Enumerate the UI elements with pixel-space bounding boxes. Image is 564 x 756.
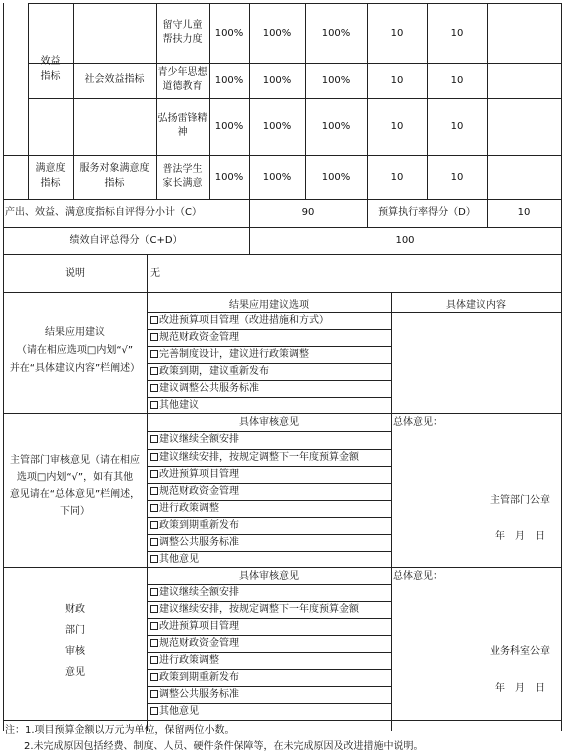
dept-option-checkbox[interactable] [150,519,239,532]
finance-option-checkbox[interactable] [150,637,239,650]
finance-review-label: 审核 [65,646,85,657]
grid-line-h [147,584,392,585]
indicator-item: 神 [177,127,188,138]
grid-line-h [147,635,392,636]
total-score-label: 绩效自评总得分（C+D） [69,235,183,246]
result-option-checkbox[interactable] [150,314,329,327]
grid-line-h [3,292,562,293]
result-option-checkbox[interactable] [150,365,269,378]
grid-line-h [3,227,562,228]
indicator-item: 弘扬雷锋精 [157,113,208,124]
checkbox-icon[interactable] [150,639,158,647]
dept-seal: 主管部门公章 [490,495,550,506]
grid-line-h [28,155,562,156]
result-options-header: 结果应用建议选项 [229,300,309,311]
budget-execution-label: 预算执行率得分（D） [378,207,476,218]
option-label: 进行政策调整 [159,503,219,514]
grid-line-h [147,601,392,602]
option-label: 进行政策调整 [159,655,219,666]
checkbox-icon[interactable] [150,656,158,664]
annual-target-value: 100% [214,121,244,132]
explanation-label: 说明 [65,268,85,279]
checkbox-icon[interactable] [150,470,158,478]
actual-value: 100% [262,75,292,86]
option-label: 改进预算项目管理（改进措施和方式） [159,315,329,326]
checkbox-icon[interactable] [150,673,158,681]
note-line-1: 注：1.项目预算金额以万元为单位，保留两位小数。 [5,725,235,736]
option-label: 规范财政资金管理 [159,486,239,497]
explanation-value: 无 [150,268,160,279]
checkbox-icon[interactable] [150,504,158,512]
result-option-checkbox[interactable] [150,348,309,361]
option-label: 其他意见 [159,706,199,717]
level1-indicator-satisfaction: 满意度 [35,163,66,174]
checkbox-icon[interactable] [150,521,158,529]
annual-target-value: 100% [214,75,244,86]
checkbox-icon[interactable] [150,367,158,375]
grid-line-h [147,517,392,518]
grid-line-h [147,534,392,535]
grid-line-h [147,312,562,313]
dept-review-label: 选项□内划“√”，如有其他 [16,472,134,483]
finance-overall-label: 总体意见： [393,571,443,582]
level2-indicator-satisfaction: 服务对象满意度 [79,163,150,174]
finance-option-checkbox[interactable] [150,671,239,684]
checkbox-icon[interactable] [150,707,158,715]
checkbox-icon[interactable] [150,588,158,596]
result-application-label: 结果应用建议 [45,327,105,338]
grid-line-h [147,380,392,381]
finance-option-checkbox[interactable] [150,603,359,616]
option-label: 规范财政资金管理 [159,638,239,649]
budget-execution-value: 10 [517,207,531,218]
grid-line-h [147,483,392,484]
level1-indicator-benefit: 指标 [40,71,61,82]
grid-line-v [561,3,562,731]
grid-line-h [147,346,392,347]
checkbox-icon[interactable] [150,538,158,546]
actual-value: 100% [262,172,292,183]
result-option-checkbox[interactable] [150,399,199,412]
weight-score: 10 [390,121,404,132]
option-label: 完善制度设计，建议进行政策调整 [159,349,309,360]
grid-line-h [147,703,392,704]
suggestion-content-header: 具体建议内容 [446,300,506,311]
dept-date: 年 月 日 [495,531,545,542]
dept-option-checkbox[interactable] [150,468,239,481]
option-label: 政策到期重新发布 [159,672,239,683]
indicator-item: 家长满意 [162,178,203,189]
total-score-value: 100 [395,235,415,246]
grid-line-v [391,567,392,731]
option-label: 政策到期，建议重新发布 [159,366,269,377]
option-label: 其他建议 [159,400,199,411]
subtotal-value: 90 [301,207,315,218]
grid-line-h [147,669,392,670]
weight-score: 10 [390,172,404,183]
checkbox-icon[interactable] [150,605,158,613]
dept-option-checkbox[interactable] [150,536,239,549]
weight-score: 10 [390,75,404,86]
grid-line-v [391,413,392,568]
finance-review-label: 意见 [65,667,85,678]
finance-review-header: 具体审核意见 [239,571,299,582]
completion-rate: 100% [321,28,351,39]
finance-option-checkbox[interactable] [150,586,239,599]
result-option-checkbox[interactable] [150,331,239,344]
dept-review-header: 具体审核意见 [239,417,299,428]
dept-option-checkbox[interactable] [150,485,239,498]
grid-line-h [147,397,392,398]
self-score: 10 [450,172,464,183]
self-score: 10 [450,121,464,132]
grid-line-h [147,551,392,552]
finance-option-checkbox[interactable] [150,705,199,718]
checkbox-icon[interactable] [150,453,158,461]
weight-score: 10 [390,28,404,39]
checkbox-icon[interactable] [150,555,158,563]
finance-option-checkbox[interactable] [150,688,239,701]
option-label: 政策到期重新发布 [159,520,239,531]
finance-review-label: 部门 [65,625,85,636]
grid-line-h [147,466,392,467]
checkbox-icon[interactable] [150,316,158,324]
dept-review-label: 主管部门审核意见（请在相应 [10,455,140,466]
self-score: 10 [450,75,464,86]
option-label: 改进预算项目管理 [159,621,239,632]
grid-line-h [3,254,562,255]
grid-line-h [3,199,562,200]
grid-line-v [487,3,488,200]
finance-option-checkbox[interactable] [150,654,219,667]
option-label: 建议继续安排，按规定调整下一年度预算金额 [159,604,359,615]
dept-option-checkbox[interactable] [150,433,239,446]
dept-overall-label: 总体意见： [393,417,443,428]
completion-rate: 100% [321,172,351,183]
dept-option-checkbox[interactable] [150,451,359,464]
actual-value: 100% [262,121,292,132]
option-label: 建议调整公共服务标准 [159,383,259,394]
grid-line-h [3,720,562,721]
dept-option-checkbox[interactable] [150,553,199,566]
completion-rate: 100% [321,75,351,86]
finance-option-checkbox[interactable] [150,620,239,633]
dept-review-label: 下同） [60,506,90,517]
actual-value: 100% [262,28,292,39]
checkbox-icon[interactable] [150,333,158,341]
level1-indicator-satisfaction: 指标 [40,178,61,189]
indicator-item: 留守儿童 [162,20,203,31]
grid-line-h [147,449,392,450]
option-label: 改进预算项目管理 [159,469,239,480]
finance-seal: 业务科室公章 [490,646,550,657]
checkbox-icon[interactable] [150,350,158,358]
indicator-item: 普法学生 [162,164,203,175]
grid-line-h [28,3,562,4]
checkbox-icon[interactable] [150,487,158,495]
grid-line-h [147,652,392,653]
grid-line-h [28,63,562,64]
grid-line-h [147,363,392,364]
annual-target-value: 100% [214,172,244,183]
option-label: 调整公共服务标准 [159,537,239,548]
option-label: 其他意见 [159,554,199,565]
checkbox-icon[interactable] [150,401,158,409]
level2-indicator-social: 社会效益指标 [84,74,145,85]
level2-indicator-satisfaction: 指标 [104,178,125,189]
finance-review-label: 财政 [65,604,85,615]
grid-line-h [147,500,392,501]
grid-line-h [3,413,562,414]
result-application-label: 并在“具体建议内容”栏阐述） [9,363,141,374]
level1-indicator-benefit: 效益 [40,56,61,67]
grid-line-h [147,618,392,619]
note-line-2: 2.未完成原因包括经费、制度、人员、硬件条件保障等，在未完成原因及改进措施中说明。 [24,741,424,752]
checkbox-icon[interactable] [150,690,158,698]
indicator-item: 道德教育 [162,81,203,92]
checkbox-icon[interactable] [150,622,158,630]
finance-date: 年 月 日 [495,683,545,694]
dept-option-checkbox[interactable] [150,502,219,515]
checkbox-icon[interactable] [150,435,158,443]
option-label: 建议继续全额安排 [159,587,239,598]
grid-line-h [3,567,562,568]
grid-line-h [3,155,29,156]
grid-line-h [147,431,392,432]
option-label: 建议继续安排，按规定调整下一年度预算金额 [159,452,359,463]
indicator-item: 帮扶力度 [162,34,203,45]
subtotal-label: 产出、效益、满意度指标自评得分小计（C） [5,207,202,218]
dept-review-label: 意见请在“总体意见”栏阐述， [9,489,141,500]
result-application-label: （请在相应选项□内划“√” [16,345,134,356]
grid-line-h [28,98,562,99]
result-option-checkbox[interactable] [150,382,259,395]
indicator-item: 青少年思想 [157,67,208,78]
completion-rate: 100% [321,121,351,132]
grid-line-h [147,686,392,687]
annual-target-value: 100% [214,28,244,39]
self-score: 10 [450,28,464,39]
checkbox-icon[interactable] [150,384,158,392]
option-label: 规范财政资金管理 [159,332,239,343]
option-label: 建议继续全额安排 [159,434,239,445]
grid-line-h [147,329,392,330]
option-label: 调整公共服务标准 [159,689,239,700]
